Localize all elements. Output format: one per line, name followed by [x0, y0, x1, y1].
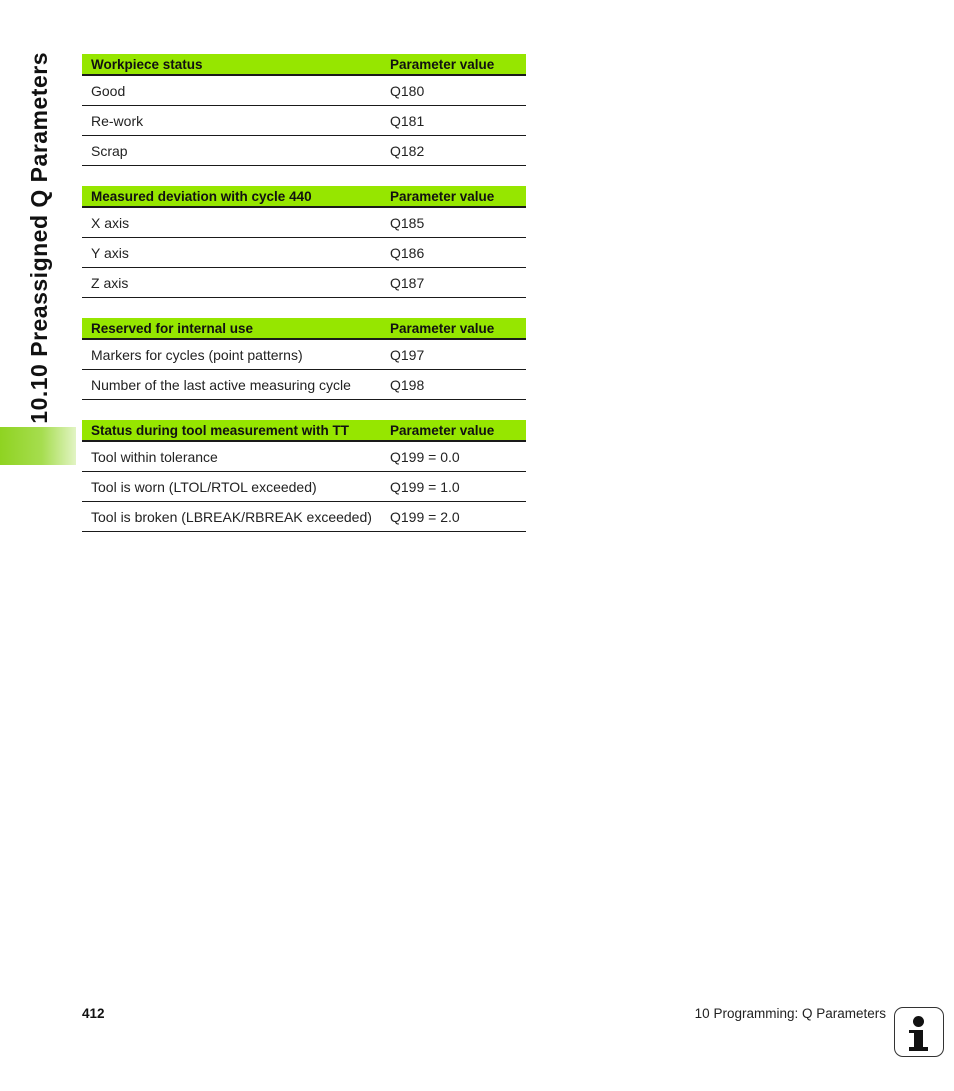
table-cell: X axis [82, 207, 380, 238]
table-header-row [82, 54, 526, 75]
column-header: Workpiece status [82, 54, 380, 75]
parameter-tables [82, 54, 526, 552]
measured-deviation-table [82, 186, 526, 298]
table-cell: Q199 = 2.0 [380, 502, 526, 532]
table-cell: Tool is broken (LBREAK/RBREAK exceeded) [82, 502, 380, 532]
section-title [18, 52, 60, 442]
page-number: 412 [82, 1006, 105, 1021]
table-cell: Number of the last active measuring cycle [82, 370, 380, 400]
table-row [82, 238, 526, 268]
table-row [82, 472, 526, 502]
table-row [82, 268, 526, 298]
table-row [82, 502, 526, 532]
table-cell: Markers for cycles (point patterns) [82, 339, 380, 370]
table-cell: Z axis [82, 268, 380, 298]
table-row [82, 370, 526, 400]
workpiece-status-table [82, 54, 526, 166]
table-cell: Q199 = 1.0 [380, 472, 526, 502]
table-cell: Tool within tolerance [82, 441, 380, 472]
table-row [82, 207, 526, 238]
table-header-row [82, 186, 526, 207]
table-cell: Tool is worn (LTOL/RTOL exceeded) [82, 472, 380, 502]
column-header: Parameter value [380, 420, 526, 441]
column-header: Measured deviation with cycle 440 [82, 186, 380, 207]
chapter-label: 10 Programming: Q Parameters [694, 1006, 886, 1021]
table-cell: Q186 [380, 238, 526, 268]
column-header: Status during tool measurement with TT [82, 420, 380, 441]
table-header-row [82, 420, 526, 441]
table-row [82, 136, 526, 166]
column-header: Parameter value [380, 54, 526, 75]
table-cell: Q197 [380, 339, 526, 370]
table-row [82, 75, 526, 106]
table-cell: Q198 [380, 370, 526, 400]
table-cell: Good [82, 75, 380, 106]
info-icon [894, 1007, 944, 1057]
tool-measurement-table [82, 420, 526, 532]
table-row [82, 106, 526, 136]
table-cell: Scrap [82, 136, 380, 166]
table-cell: Re-work [82, 106, 380, 136]
table-header-row [82, 318, 526, 339]
table-row [82, 441, 526, 472]
column-header: Reserved for internal use [82, 318, 380, 339]
section-title-text: 10.10 Preassigned Q Parameters [25, 52, 52, 424]
table-cell: Q181 [380, 106, 526, 136]
table-row [82, 339, 526, 370]
table-cell: Q185 [380, 207, 526, 238]
table-cell: Q187 [380, 268, 526, 298]
column-header: Parameter value [380, 186, 526, 207]
table-cell: Y axis [82, 238, 380, 268]
table-cell: Q180 [380, 75, 526, 106]
column-header: Parameter value [380, 318, 526, 339]
table-cell: Q199 = 0.0 [380, 441, 526, 472]
table-cell: Q182 [380, 136, 526, 166]
reserved-internal-table [82, 318, 526, 400]
